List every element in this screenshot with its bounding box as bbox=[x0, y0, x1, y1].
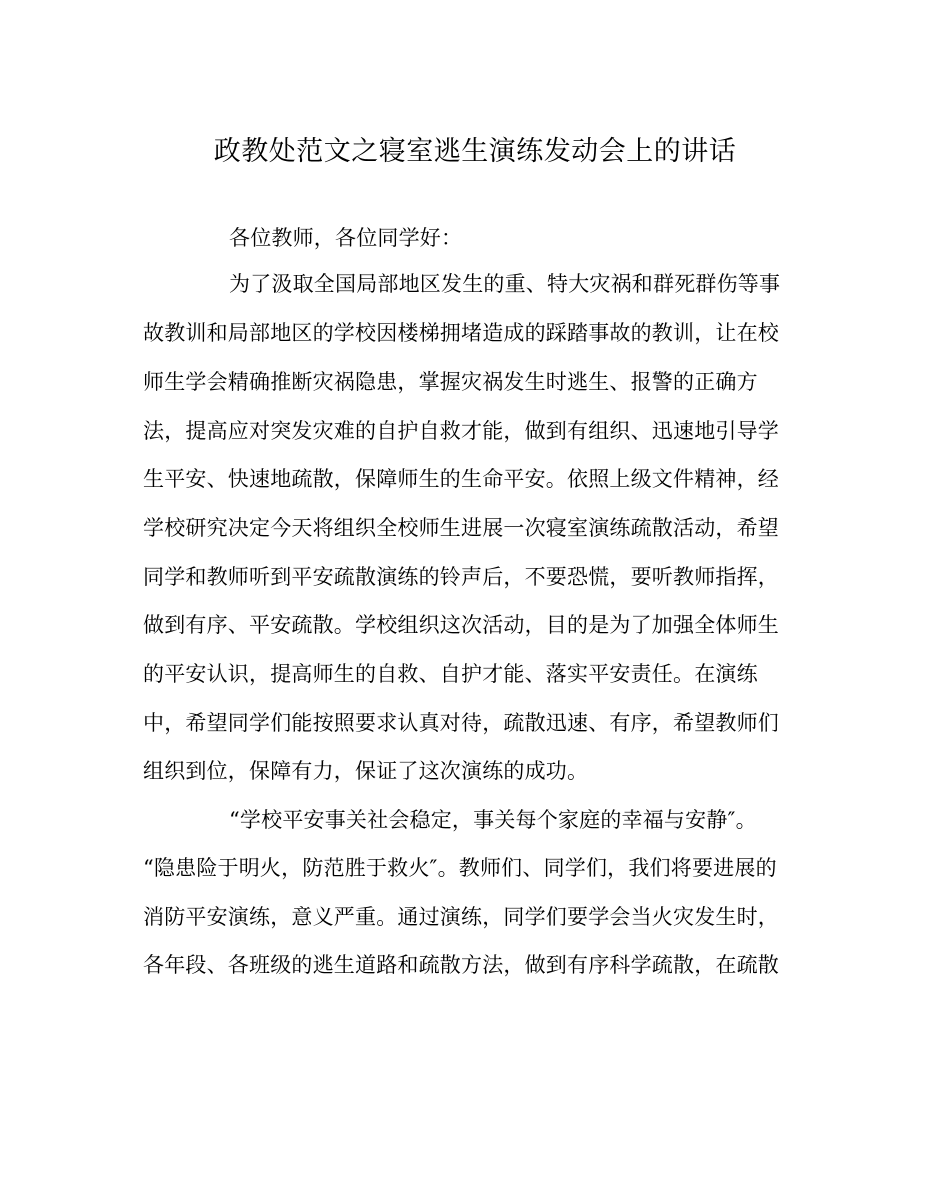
paragraph-line: 消防平安演练，意义严重。通过演练，同学们要学会当火灾发生时， bbox=[143, 905, 779, 929]
paragraph-line: 故教训和局部地区的学校因楼梯拥堵造成的踩踏事故的教训，让在校 bbox=[143, 321, 779, 345]
document-title: 政教处范文之寝室逃生演练发动会上的讲话 bbox=[213, 136, 737, 167]
paragraph-line: 为了汲取全国局部地区发生的重、特大灾祸和群死群伤等事 bbox=[229, 272, 781, 296]
paragraph-line: “学校平安事关社会稳定，事关每个家庭的幸福与安静″。 bbox=[229, 808, 757, 832]
paragraph-line: 生平安、快速地疏散，保障师生的生命平安。依照上级文件精神，经 bbox=[143, 467, 779, 491]
paragraph-line: 组织到位，保障有力，保证了这次演练的成功。 bbox=[143, 759, 589, 783]
paragraph-line: 同学和教师听到平安疏散演练的铃声后，不要恐慌，要听教师指挥， bbox=[143, 565, 779, 589]
paragraph-line: 师生学会精确推断灾祸隐患，掌握灾祸发生时逃生、报警的正确方 bbox=[143, 370, 758, 394]
paragraph-line: 的平安认识，提高师生的自救、自护才能、落实平安责任。在演练 bbox=[143, 662, 758, 686]
paragraph-line: 中，希望同学们能按照要求认真对待，疏散迅速、有序，希望教师们 bbox=[143, 711, 779, 735]
greeting-line: 各位教师，各位同学好： bbox=[229, 226, 463, 250]
paragraph-line: “隐患险于明火，防范胜于救火″。教师们、同学们，我们将要进展的 bbox=[143, 856, 777, 880]
paragraph-line: 各年段、各班级的逃生道路和疏散方法，做到有序科学疏散，在疏散 bbox=[143, 953, 779, 977]
paragraph-line: 学校研究决定今天将组织全校师生进展一次寝室演练疏散活动，希望 bbox=[143, 516, 779, 540]
paragraph-line: 做到有序、平安疏散。学校组织这次活动，目的是为了加强全体师生 bbox=[143, 613, 779, 637]
paragraph-line: 法，提高应对突发灾难的自护自救才能，做到有组织、迅速地引导学 bbox=[143, 419, 779, 443]
